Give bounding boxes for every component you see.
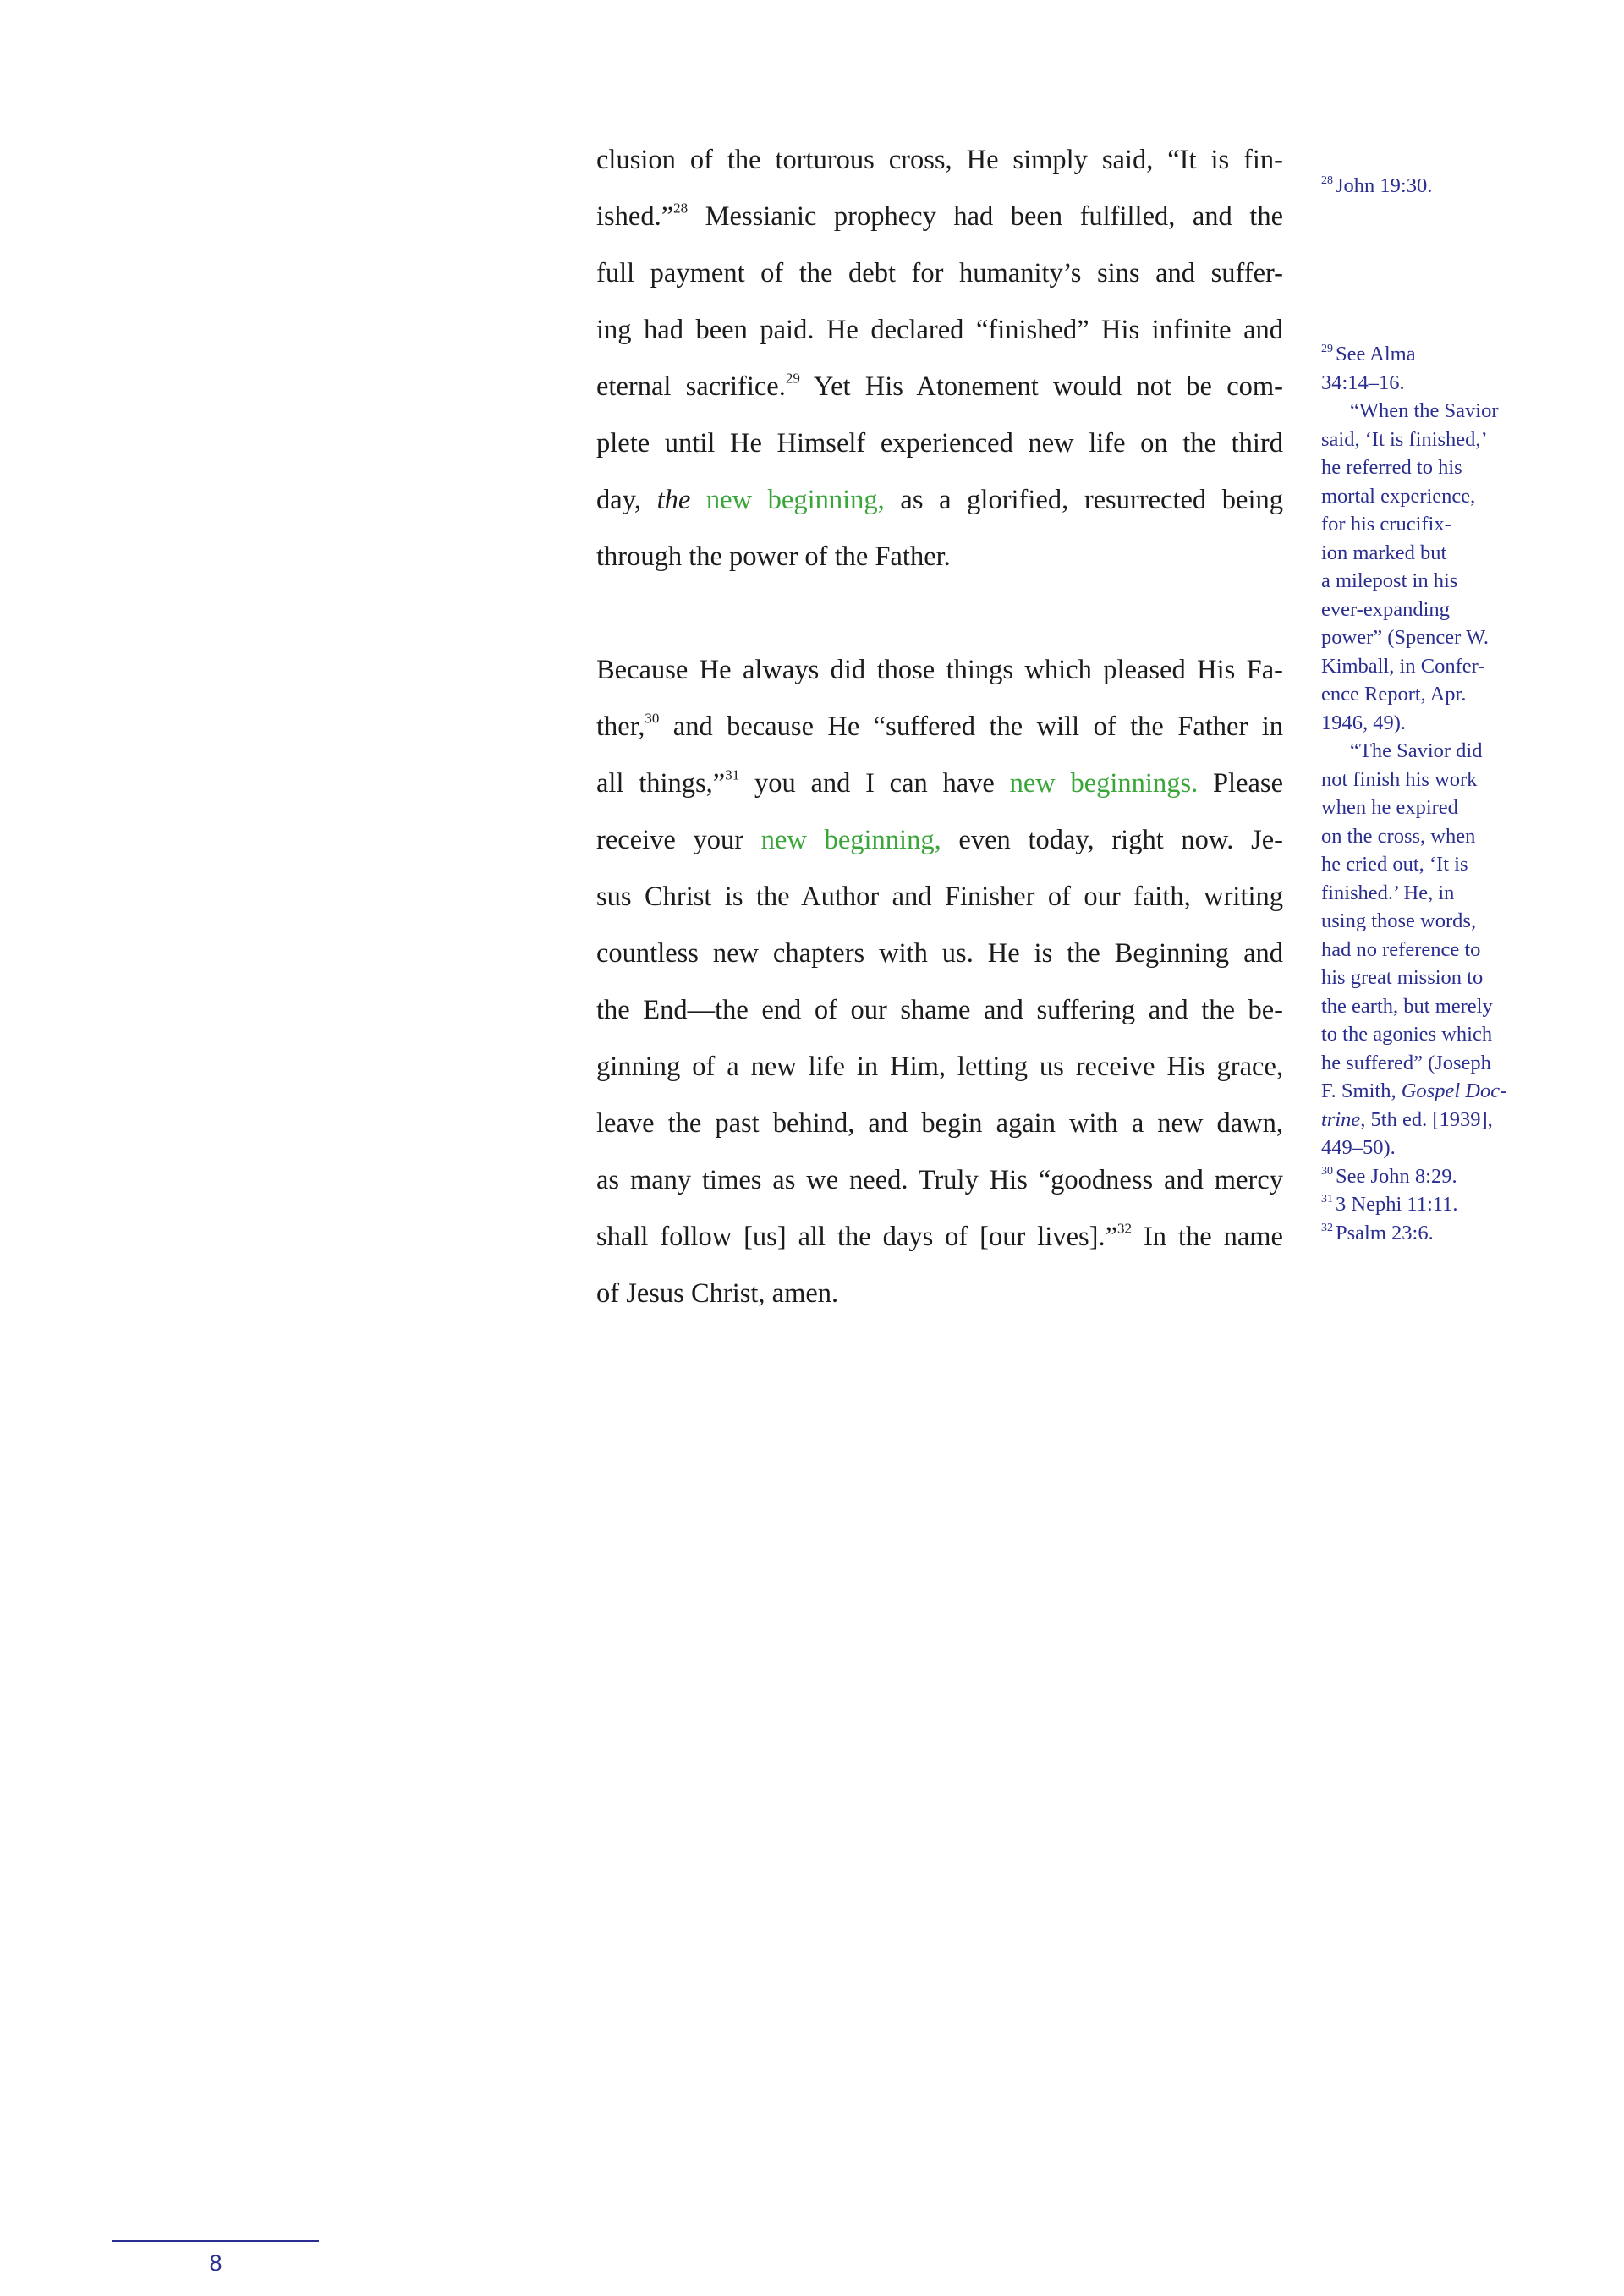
sidenote-number: 30 (1321, 1164, 1333, 1178)
emphasis-text: the (656, 485, 691, 515)
sidenote-number: 28 (1321, 174, 1333, 188)
sidenote-line (1321, 172, 1432, 200)
footnote-ref-31[interactable]: 31 (725, 766, 740, 783)
sidenote-line: Kimball, in Confer- (1321, 654, 1485, 678)
sidenote-32 (1321, 1219, 1506, 1248)
text-line (596, 1209, 1283, 1266)
sidenote-line: he cried out, ‘It is (1321, 853, 1468, 876)
sidenote-line: finished.’ He, in (1321, 881, 1455, 904)
footnote-ref-29[interactable]: 29 (785, 370, 800, 387)
text-run (690, 485, 706, 515)
sidenote-line: mortal experience, (1321, 484, 1476, 508)
text-run: receive your (596, 825, 761, 855)
sidenote-text: John 19:30. (1336, 174, 1433, 197)
sidenote-line: power” (Spencer W. (1321, 626, 1489, 649)
sidenote-line: ence Report, Apr. (1321, 683, 1467, 706)
sidenote-line: not finish his work (1321, 767, 1478, 791)
sidenote-line: had no reference to (1321, 937, 1481, 961)
text-line: ing had been paid. He declared “finished” His infinite and (596, 315, 1283, 345)
sidenote-line: on the cross, when (1321, 824, 1476, 848)
sidenote-line: a milepost in his (1321, 569, 1458, 592)
text-run: Please (1198, 768, 1283, 799)
sidenote-number: 32 (1321, 1221, 1333, 1234)
sidenote-text: 5th ed. [1939], (1365, 1107, 1493, 1131)
text-line: leave the past behind, and begin again with a new dawn, (596, 1108, 1283, 1139)
text-run: and because He “suffered the will of the Father in (659, 711, 1283, 742)
sidenote-text: Psalm 23:6. (1336, 1221, 1434, 1244)
sidenote-28 (1321, 172, 1432, 200)
text-line: of Jesus Christ, amen. (596, 1278, 839, 1309)
sidenote-line: using those words, (1321, 909, 1477, 932)
text-line (596, 699, 1283, 755)
text-run: even today, right now. Je- (941, 825, 1283, 855)
sidenote-line (1321, 1162, 1506, 1191)
page-number: 8 (209, 2250, 222, 2276)
sidenote-31 (1321, 1190, 1506, 1219)
paragraph-2 (596, 642, 1283, 1322)
text-run: all things,” (596, 768, 726, 799)
sidenote-line: for his crucifix- (1321, 513, 1451, 536)
text-line (596, 189, 1283, 245)
text-line: full payment of the debt for humanity’s sins and suffer- (596, 258, 1283, 288)
sidenote-line: 1946, 49). (1321, 711, 1407, 734)
sidenote-line: he suffered” (Joseph (1321, 1051, 1491, 1074)
sidenote-line (1321, 1077, 1506, 1106)
text-line: through the power of the Father. (596, 541, 951, 572)
text-line (596, 359, 1283, 415)
text-run: as a glorified, resurrected being (884, 485, 1283, 515)
text-line (596, 812, 1283, 869)
body-text (596, 132, 1283, 1322)
sidenote-29 (1321, 340, 1506, 1162)
sidenote-line (1321, 340, 1506, 369)
text-line: plete until He Himself experienced new life on the third (596, 428, 1283, 459)
text-run: Messianic prophecy had been fulfilled, and the (688, 201, 1283, 232)
text-line: as many times as we need. Truly His “goodness and mercy (596, 1165, 1283, 1195)
sidenote-line: ever-expanding (1321, 597, 1450, 621)
sidenote-30 (1321, 1162, 1506, 1191)
book-title: trine, (1321, 1107, 1366, 1131)
text-run: Yet His Atonement would not be com- (799, 371, 1283, 402)
footnote-ref-32[interactable]: 32 (1117, 1220, 1133, 1237)
text-run: shall follow [us] all the days of [our lives].” (596, 1222, 1118, 1252)
text-run: ther, (596, 711, 645, 742)
highlight-new-beginning: new beginning, (760, 825, 941, 855)
text-run: In the name (1132, 1222, 1283, 1252)
sidenotes-group (1321, 340, 1506, 1247)
sidenote-line: when he expired (1321, 796, 1458, 819)
sidenote-line: 34:14–16. (1321, 371, 1405, 394)
text-line: sus Christ is the Author and Finisher of our faith, writing (596, 882, 1283, 912)
text-line: clusion of the torturous cross, He simply said, “It is fin- (596, 145, 1283, 175)
sidenote-line: to the agonies which (1321, 1023, 1493, 1046)
text-run: eternal sacrifice. (596, 371, 786, 402)
sidenote-text: F. Smith, (1321, 1079, 1402, 1102)
text-line (596, 755, 1283, 812)
text-line (596, 472, 1283, 529)
sidenote-text: See Alma (1336, 343, 1416, 365)
sidenote-text: 3 Nephi 11:11. (1336, 1193, 1458, 1216)
text-line: countless new chapters with us. He is the Beginning and (596, 938, 1283, 969)
sidenote-line (1321, 1106, 1506, 1134)
sidenote-line: said, ‘It is finished,’ (1321, 427, 1488, 451)
text-run: you and I can have (739, 768, 1010, 799)
sidenote-line (1321, 1190, 1506, 1219)
sidenote-line (1321, 1219, 1506, 1248)
sidenote-line: he referred to his (1321, 456, 1462, 479)
sidenote-number: 29 (1321, 343, 1333, 356)
sidenote-text: See John 8:29. (1336, 1164, 1457, 1188)
paragraph-1 (596, 132, 1283, 585)
sidenote-number: 31 (1321, 1193, 1333, 1206)
sidenote-line: the earth, but merely (1321, 994, 1493, 1018)
text-run: ished.” (596, 201, 674, 232)
footer-divider (112, 2240, 319, 2242)
highlight-new-beginnings: new beginnings. (1009, 768, 1199, 799)
highlight-new-beginning: new beginning, (705, 485, 885, 515)
footnote-ref-28[interactable]: 28 (673, 200, 689, 217)
paragraph-gap (596, 585, 1283, 642)
text-line: Because He always did those things which pleased His Fa- (596, 655, 1283, 685)
sidenote-line: ion marked but (1321, 541, 1447, 564)
sidenote-line: his great mission to (1321, 966, 1484, 989)
sidenote-line: “The Savior did (1350, 739, 1483, 762)
sidenote-line: 449–50). (1321, 1136, 1396, 1159)
sidenote-line: “When the Savior (1350, 399, 1499, 422)
text-line: ginning of a new life in Him, letting us receive His grace, (596, 1052, 1283, 1082)
text-line: the End—the end of our shame and suffering and the be- (596, 995, 1283, 1025)
book-title: Gospel Doc- (1401, 1079, 1507, 1102)
footnote-ref-30[interactable]: 30 (645, 710, 660, 727)
text-run: day, (596, 485, 657, 515)
